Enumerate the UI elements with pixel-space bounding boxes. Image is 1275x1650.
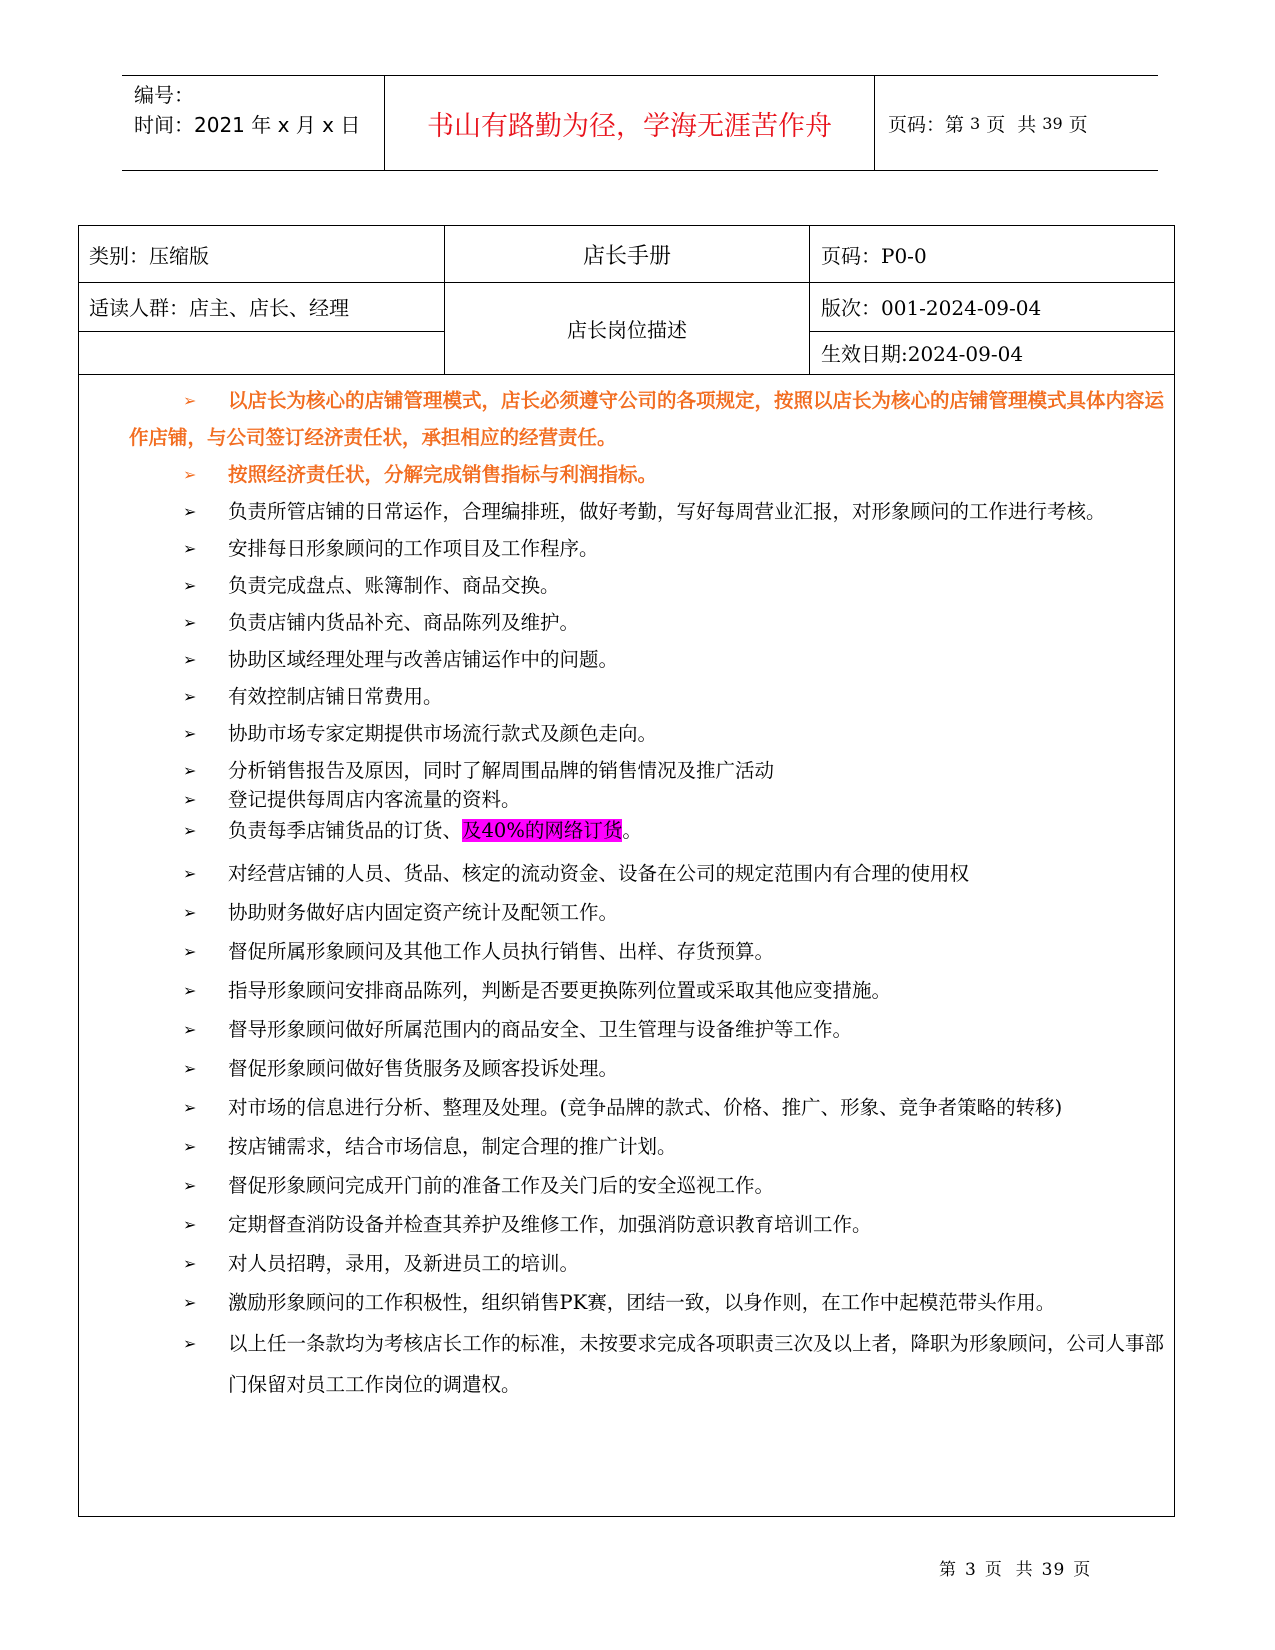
list-item bbox=[129, 715, 1174, 752]
page-footer bbox=[939, 1555, 1091, 1580]
list-item bbox=[129, 1089, 1174, 1126]
list-item bbox=[129, 972, 1174, 1009]
arrow-bullet-icon: ➢ bbox=[183, 1137, 197, 1156]
header-page-number bbox=[888, 76, 1088, 170]
list-item bbox=[129, 894, 1174, 931]
header-motto: 书山有路勤为径，学海无涯苦作舟 bbox=[427, 110, 832, 142]
time-label: 时间：2021 年 x 月 x 日 bbox=[134, 113, 361, 137]
duty-list bbox=[129, 382, 1174, 1405]
arrow-bullet-icon: ➢ bbox=[183, 391, 197, 410]
page-prefix: 页码：第 bbox=[888, 113, 965, 136]
item-text: 激励形象顾问的工作积极性，组织销售PK赛，团结一致，以身作则，在工作中起模范带头作用。 bbox=[228, 1291, 1056, 1314]
category-cell: 类别：压缩版 bbox=[89, 243, 209, 268]
arrow-bullet-icon: ➢ bbox=[183, 687, 197, 706]
item-text: 督促所属形象顾问及其他工作人员执行销售、出样、存货预算。 bbox=[228, 940, 775, 963]
footer-prefix: 第 bbox=[939, 1560, 957, 1580]
list-item bbox=[129, 382, 1174, 456]
item-text: 指导形象顾问安排商品陈列，判断是否要更换陈列位置或采取其他应变措施。 bbox=[228, 979, 892, 1002]
item-text: 协助财务做好店内固定资产统计及配领工作。 bbox=[228, 901, 619, 924]
arrow-bullet-icon: ➢ bbox=[183, 1020, 197, 1039]
version-cell: 版次：001-2024-09-04 bbox=[821, 296, 1042, 320]
list-item bbox=[129, 1167, 1174, 1204]
list-item bbox=[129, 855, 1174, 892]
item-text: 负责店铺内货品补充、商品陈列及维护。 bbox=[228, 611, 580, 634]
item-text: 以店长为核心的店铺管理模式，店长必须遵守公司的各项规定，按照以店长为核心的店铺管理模式具体内容运作店铺，与公司签订经济责任状，承担相应的经营责任。 bbox=[129, 389, 1165, 449]
arrow-bullet-icon: ➢ bbox=[183, 942, 197, 961]
list-item bbox=[129, 493, 1174, 530]
table-grid-line bbox=[79, 374, 1174, 375]
arrow-bullet-icon: ➢ bbox=[183, 1293, 197, 1312]
table-grid-line bbox=[809, 226, 810, 374]
item-text: 登记提供每周店内客流量的资料。 bbox=[228, 788, 521, 811]
item-text: 督促形象顾问完成开门前的准备工作及关门后的安全巡视工作。 bbox=[228, 1174, 775, 1197]
list-item bbox=[129, 1050, 1174, 1087]
list-item bbox=[129, 1323, 1174, 1405]
page-suffix: 页 bbox=[1068, 113, 1088, 136]
item-text: 督导形象顾问做好所属范围内的商品安全、卫生管理与设备维护等工作。 bbox=[228, 1018, 853, 1041]
list-item bbox=[129, 1128, 1174, 1165]
list-item bbox=[129, 1206, 1174, 1243]
arrow-bullet-icon: ➢ bbox=[183, 821, 197, 840]
arrow-bullet-icon: ➢ bbox=[183, 539, 197, 558]
arrow-bullet-icon: ➢ bbox=[183, 903, 197, 922]
item-text: 对市场的信息进行分析、整理及处理。(竞争品牌的款式、价格、推广、形象、竞争者策略的转移) bbox=[228, 1096, 1063, 1119]
header-meta bbox=[134, 80, 360, 140]
item-text: 定期督查消防设备并检查其养护及维修工作，加强消防意识教育培训工作。 bbox=[228, 1213, 872, 1236]
item-text: 协助市场专家定期提供市场流行款式及颜色走向。 bbox=[228, 722, 658, 745]
footer-current: 3 bbox=[965, 1560, 977, 1580]
list-item bbox=[129, 604, 1174, 641]
footer-mid: 页 共 bbox=[984, 1560, 1034, 1580]
item-text: 协助区域经理处理与改善店铺运作中的问题。 bbox=[228, 648, 619, 671]
list-item bbox=[129, 530, 1174, 567]
document-header bbox=[122, 75, 1158, 171]
item-text: 负责所管店铺的日常运作，合理编排班，做好考勤，写好每周营业汇报，对形象顾问的工作进行考核。 bbox=[228, 500, 1106, 523]
list-item bbox=[129, 678, 1174, 715]
section-subtitle: 店长岗位描述 bbox=[567, 317, 687, 342]
header-divider bbox=[874, 76, 875, 170]
arrow-bullet-icon: ➢ bbox=[183, 1059, 197, 1078]
page-total: 39 bbox=[1042, 113, 1063, 133]
list-item bbox=[129, 812, 1174, 849]
item-text: 对经营店铺的人员、货品、核定的流动资金、设备在公司的规定范围内有合理的使用权 bbox=[228, 862, 970, 885]
footer-suffix: 页 bbox=[1073, 1560, 1092, 1580]
arrow-bullet-icon: ➢ bbox=[183, 724, 197, 743]
item-text: 按店铺需求，结合市场信息，制定合理的推广计划。 bbox=[228, 1135, 677, 1158]
arrow-bullet-icon: ➢ bbox=[183, 981, 197, 1000]
page-code-cell: 页码：P0-0 bbox=[821, 243, 927, 268]
arrow-bullet-icon: ➢ bbox=[183, 465, 197, 484]
page-current: 3 bbox=[970, 113, 981, 133]
page-mid: 页 共 bbox=[986, 113, 1037, 136]
item-text: 。 bbox=[622, 819, 642, 842]
item-text: 负责每季店铺货品的订货、 bbox=[228, 819, 463, 842]
arrow-bullet-icon: ➢ bbox=[183, 1254, 197, 1273]
item-text: 分析销售报告及原因，同时了解周围品牌的销售情况及推广活动 bbox=[228, 759, 775, 782]
list-item bbox=[129, 1284, 1174, 1321]
arrow-bullet-icon: ➢ bbox=[183, 864, 197, 883]
item-text: 负责完成盘点、账簿制作、商品交换。 bbox=[228, 574, 560, 597]
table-grid-line bbox=[79, 331, 444, 332]
list-item bbox=[129, 1245, 1174, 1282]
list-item bbox=[129, 641, 1174, 678]
effective-date-cell: 生效日期:2024-09-04 bbox=[821, 342, 1024, 366]
arrow-bullet-icon: ➢ bbox=[183, 790, 197, 809]
arrow-bullet-icon: ➢ bbox=[183, 761, 197, 780]
audience-cell: 适读人群：店主、店长、经理 bbox=[89, 296, 349, 320]
arrow-bullet-icon: ➢ bbox=[183, 1334, 197, 1353]
item-text: 有效控制店铺日常费用。 bbox=[228, 685, 443, 708]
arrow-bullet-icon: ➢ bbox=[183, 502, 197, 521]
arrow-bullet-icon: ➢ bbox=[183, 650, 197, 669]
manual-title: 店长手册 bbox=[582, 243, 671, 269]
list-item bbox=[129, 567, 1174, 604]
item-text: 以上任一条款均为考核店长工作的标准，未按要求完成各项职责三次及以上者，降职为形象顾问，公司人事部门保留对员工工作岗位的调遣权。 bbox=[228, 1332, 1165, 1396]
arrow-bullet-icon: ➢ bbox=[183, 1098, 197, 1117]
arrow-bullet-icon: ➢ bbox=[183, 1215, 197, 1234]
arrow-bullet-icon: ➢ bbox=[183, 613, 197, 632]
list-item bbox=[129, 456, 1174, 493]
item-text: 督促形象顾问做好售货服务及顾客投诉处理。 bbox=[228, 1057, 619, 1080]
item-text: 按照经济责任状，分解完成销售指标与利润指标。 bbox=[228, 463, 658, 486]
footer-total: 39 bbox=[1041, 1560, 1066, 1580]
list-item bbox=[129, 1011, 1174, 1048]
arrow-bullet-icon: ➢ bbox=[183, 576, 197, 595]
highlighted-text: 及40%的网络订货 bbox=[462, 819, 623, 842]
item-text: 安排每日形象顾问的工作项目及工作程序。 bbox=[228, 537, 599, 560]
item-text: 对人员招聘，录用，及新进员工的培训。 bbox=[228, 1252, 580, 1275]
arrow-bullet-icon: ➢ bbox=[183, 1176, 197, 1195]
list-item bbox=[129, 933, 1174, 970]
code-label: 编号： bbox=[134, 83, 194, 107]
document-table bbox=[78, 225, 1175, 1517]
